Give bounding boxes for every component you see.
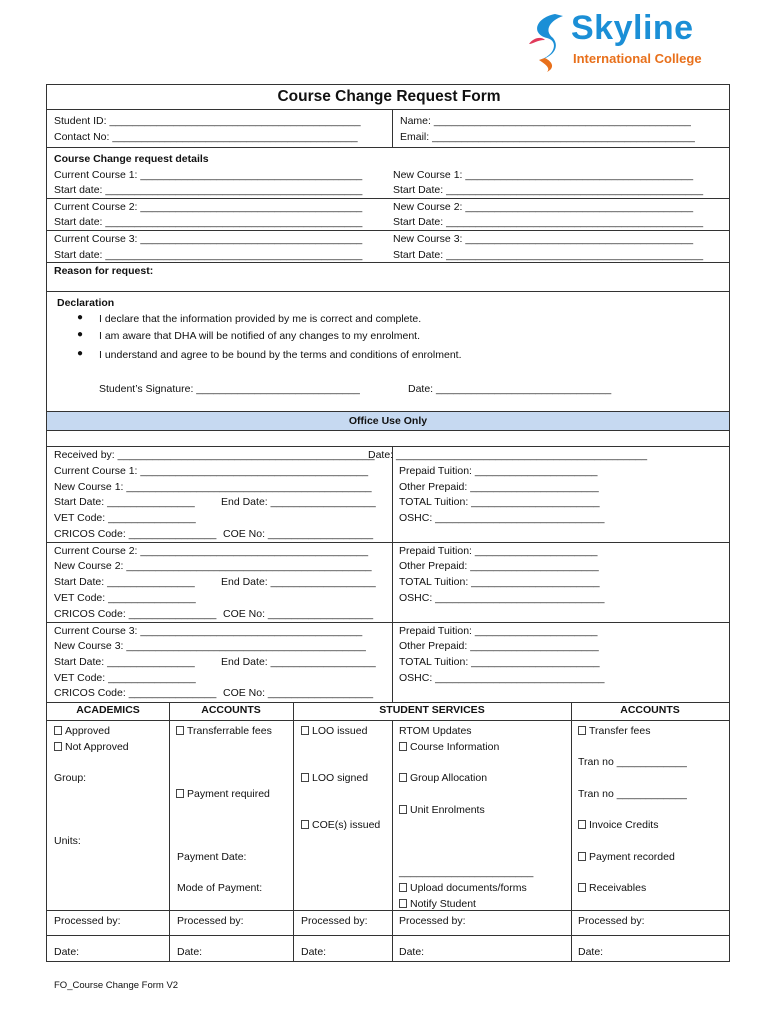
- office-new-course-1[interactable]: New Course 1: __________________________________________: [54, 481, 372, 493]
- checkbox-icon: [578, 820, 586, 829]
- unit-enrolments-checkbox[interactable]: [399, 803, 485, 817]
- loo-signed-checkbox[interactable]: [301, 771, 368, 785]
- office-vet-code-2[interactable]: VET Code: _______________: [54, 592, 196, 604]
- office-coe-2[interactable]: COE No: __________________: [223, 608, 374, 620]
- processed-by-accounts-2[interactable]: Processed by:: [578, 915, 645, 927]
- checkbox-icon: [301, 773, 309, 782]
- date-services-1[interactable]: Date:: [301, 946, 327, 958]
- office-vet-code-3[interactable]: VET Code: _______________: [54, 672, 196, 684]
- processed-by-accounts[interactable]: Processed by:: [177, 915, 244, 927]
- rtom-updates-label: RTOM Updates: [399, 725, 472, 737]
- checkbox-icon: [578, 726, 586, 735]
- transferrable-fees-checkbox[interactable]: [176, 724, 272, 738]
- approved-label: Approved: [65, 725, 110, 737]
- col-header-student-services: STUDENT SERVICES: [379, 704, 485, 716]
- office-vet-code-1[interactable]: VET Code: _______________: [54, 512, 196, 524]
- group-label: Group:: [54, 772, 87, 784]
- receivables-checkbox[interactable]: [578, 881, 646, 895]
- unit-enrolments-label: Unit Enrolments: [410, 804, 485, 816]
- approved-checkbox[interactable]: [54, 724, 110, 738]
- office-cricos-3[interactable]: CRICOS Code: _______________: [54, 687, 217, 699]
- new-start-date-3-field[interactable]: Start Date: ____________________________________________: [393, 249, 704, 261]
- reason-label: Reason for request:: [54, 265, 154, 277]
- office-new-course-2[interactable]: New Course 2: __________________________________________: [54, 560, 372, 572]
- col-header-accounts-2: ACCOUNTS: [620, 704, 680, 716]
- course-info-checkbox[interactable]: [399, 740, 499, 754]
- checkbox-icon: [399, 773, 407, 782]
- form-title: Course Change Request Form: [277, 88, 501, 105]
- prepaid-tuition-1[interactable]: Prepaid Tuition: _____________________: [399, 465, 598, 477]
- office-start-date-2[interactable]: Start Date: _______________: [54, 576, 195, 588]
- email-field[interactable]: Email: _____________________________________________: [400, 131, 695, 143]
- tran-no-field-2[interactable]: Tran no ____________: [578, 788, 687, 800]
- checkbox-icon: [399, 742, 407, 751]
- current-course-2-field[interactable]: Current Course 2: ______________________________________: [54, 201, 363, 213]
- processed-by-services-2[interactable]: Processed by:: [399, 915, 466, 927]
- processed-by-services-1[interactable]: Processed by:: [301, 915, 368, 927]
- total-tuition-3[interactable]: TOTAL Tuition: ______________________: [399, 656, 600, 668]
- new-start-date-1-field[interactable]: Start Date: ____________________________________________: [393, 184, 704, 196]
- upload-documents-checkbox[interactable]: [399, 881, 527, 895]
- office-end-date-3[interactable]: End Date: __________________: [221, 656, 376, 668]
- checkbox-icon: [176, 789, 184, 798]
- checkbox-icon: [578, 883, 586, 892]
- payment-required-checkbox[interactable]: [176, 787, 270, 801]
- payment-recorded-label: Payment recorded: [589, 851, 675, 863]
- new-course-1-field[interactable]: New Course 1: _______________________________________: [393, 169, 694, 181]
- office-date-field[interactable]: Date: ___________________________________________: [368, 449, 648, 461]
- checkbox-icon: [399, 805, 407, 814]
- declaration-heading: Declaration: [57, 297, 115, 309]
- processed-by-academics[interactable]: Processed by:: [54, 915, 121, 927]
- office-current-course-3[interactable]: Current Course 3: ______________________________________: [54, 625, 363, 637]
- declaration-item-3: I understand and agree to be bound by the terms and conditions of enrolment.: [99, 349, 462, 361]
- office-end-date-2[interactable]: End Date: __________________: [221, 576, 376, 588]
- logo-subtitle: International College: [573, 51, 702, 66]
- blank-line[interactable]: _______________________: [399, 866, 534, 878]
- units-label: Units:: [54, 835, 81, 847]
- date-academics[interactable]: Date:: [54, 946, 80, 958]
- office-current-course-1[interactable]: Current Course 1: _______________________________________: [54, 465, 369, 477]
- office-current-course-2[interactable]: Current Course 2: _______________________________________: [54, 545, 369, 557]
- bullet-icon: ●: [77, 348, 84, 359]
- other-prepaid-2[interactable]: Other Prepaid: ______________________: [399, 560, 599, 572]
- col-header-accounts: ACCOUNTS: [201, 704, 261, 716]
- course-info-label: Course Information: [410, 741, 500, 753]
- bullet-icon: ●: [77, 312, 84, 323]
- transfer-fees-label: Transfer fees: [589, 725, 651, 737]
- course-change-form: [46, 84, 730, 962]
- group-allocation-checkbox[interactable]: [399, 771, 487, 785]
- mode-of-payment-label: Mode of Payment:: [177, 882, 263, 894]
- office-new-course-3[interactable]: New Course 3: _________________________________________: [54, 640, 366, 652]
- swirl-logo-icon: [525, 8, 569, 74]
- checkbox-icon: [301, 726, 309, 735]
- transferrable-fees-label: Transferrable fees: [187, 725, 272, 737]
- receivables-label: Receivables: [589, 882, 647, 894]
- student-id-field[interactable]: Student ID: ___________________________________________: [54, 115, 361, 127]
- checkbox-icon: [399, 883, 407, 892]
- start-date-2-field[interactable]: Start date: ____________________________________________: [54, 216, 363, 228]
- current-course-3-field[interactable]: Current Course 3: ______________________________________: [54, 233, 363, 245]
- start-date-1-field[interactable]: Start date: ____________________________________________: [54, 184, 363, 196]
- col-header-academics: ACADEMICS: [76, 704, 140, 716]
- upload-documents-label: Upload documents/forms: [410, 882, 527, 894]
- start-date-3-field[interactable]: Start date: ____________________________________________: [54, 249, 363, 261]
- bullet-icon: ●: [77, 329, 84, 340]
- office-cricos-1[interactable]: CRICOS Code: _______________: [54, 528, 217, 540]
- current-course-1-field[interactable]: Current Course 1: ______________________________________: [54, 169, 363, 181]
- received-by-field[interactable]: Received by: ____________________________________________: [54, 449, 375, 461]
- declaration-date-field[interactable]: Date: ______________________________: [408, 383, 612, 395]
- not-approved-label: Not Approved: [65, 741, 129, 753]
- loo-issued-checkbox[interactable]: [301, 724, 367, 738]
- notify-student-checkbox[interactable]: [399, 897, 476, 911]
- logo-name: Skyline: [571, 9, 694, 47]
- name-field[interactable]: Name: ____________________________________________: [400, 115, 691, 127]
- other-prepaid-1[interactable]: Other Prepaid: ______________________: [399, 481, 599, 493]
- oshc-2[interactable]: OSHC: _____________________________: [399, 592, 605, 604]
- coe-issued-label: COE(s) issued: [312, 819, 381, 831]
- prepaid-tuition-3[interactable]: Prepaid Tuition: _____________________: [399, 625, 598, 637]
- loo-signed-label: LOO signed: [312, 772, 369, 784]
- office-start-date-1[interactable]: Start Date: _______________: [54, 496, 195, 508]
- oshc-3[interactable]: OSHC: _____________________________: [399, 672, 605, 684]
- prepaid-tuition-2[interactable]: Prepaid Tuition: _____________________: [399, 545, 598, 557]
- date-accounts-2[interactable]: Date:: [578, 946, 604, 958]
- checkbox-icon: [54, 742, 62, 751]
- transfer-fees-checkbox[interactable]: [578, 724, 650, 738]
- total-tuition-1[interactable]: TOTAL Tuition: ______________________: [399, 496, 600, 508]
- oshc-1[interactable]: OSHC: _____________________________: [399, 512, 605, 524]
- signature-field[interactable]: Student’s Signature: ____________________________: [99, 383, 360, 395]
- office-end-date-1[interactable]: End Date: __________________: [221, 496, 376, 508]
- total-tuition-2[interactable]: TOTAL Tuition: ______________________: [399, 576, 600, 588]
- declaration-item-1: I declare that the information provided by me is correct and complete.: [99, 313, 422, 325]
- office-coe-1[interactable]: COE No: __________________: [223, 528, 374, 540]
- date-services-2[interactable]: Date:: [399, 946, 425, 958]
- payment-recorded-checkbox[interactable]: [578, 850, 675, 864]
- invoice-credits-checkbox[interactable]: [578, 818, 658, 832]
- new-start-date-2-field[interactable]: Start Date: ____________________________________________: [393, 216, 704, 228]
- office-use-heading: Office Use Only: [47, 411, 729, 431]
- office-coe-3[interactable]: COE No: __________________: [223, 687, 374, 699]
- not-approved-checkbox[interactable]: [54, 740, 129, 754]
- invoice-credits-label: Invoice Credits: [589, 819, 659, 831]
- contact-field[interactable]: Contact No: __________________________________________: [54, 131, 358, 143]
- details-heading: Course Change request details: [54, 153, 209, 165]
- loo-issued-label: LOO issued: [312, 725, 368, 737]
- date-accounts[interactable]: Date:: [177, 946, 203, 958]
- college-logo: [525, 8, 715, 74]
- payment-required-label: Payment required: [187, 788, 270, 800]
- form-footer: FO_Course Change Form V2: [54, 980, 179, 991]
- checkbox-icon: [54, 726, 62, 735]
- checkbox-icon: [301, 820, 309, 829]
- coe-issued-checkbox[interactable]: [301, 818, 380, 832]
- checkbox-icon: [578, 852, 586, 861]
- notify-student-label: Notify Student: [410, 898, 476, 910]
- payment-date-label: Payment Date:: [177, 851, 247, 863]
- checkbox-icon: [176, 726, 184, 735]
- new-course-2-field[interactable]: New Course 2: _______________________________________: [393, 201, 694, 213]
- tran-no-field-1[interactable]: Tran no ____________: [578, 756, 687, 768]
- office-cricos-2[interactable]: CRICOS Code: _______________: [54, 608, 217, 620]
- group-allocation-label: Group Allocation: [410, 772, 488, 784]
- other-prepaid-3[interactable]: Other Prepaid: ______________________: [399, 640, 599, 652]
- checkbox-icon: [399, 899, 407, 908]
- new-course-3-field[interactable]: New Course 3: _______________________________________: [393, 233, 694, 245]
- declaration-item-2: I am aware that DHA will be notified of any changes to my enrolment.: [99, 330, 420, 342]
- office-start-date-3[interactable]: Start Date: _______________: [54, 656, 195, 668]
